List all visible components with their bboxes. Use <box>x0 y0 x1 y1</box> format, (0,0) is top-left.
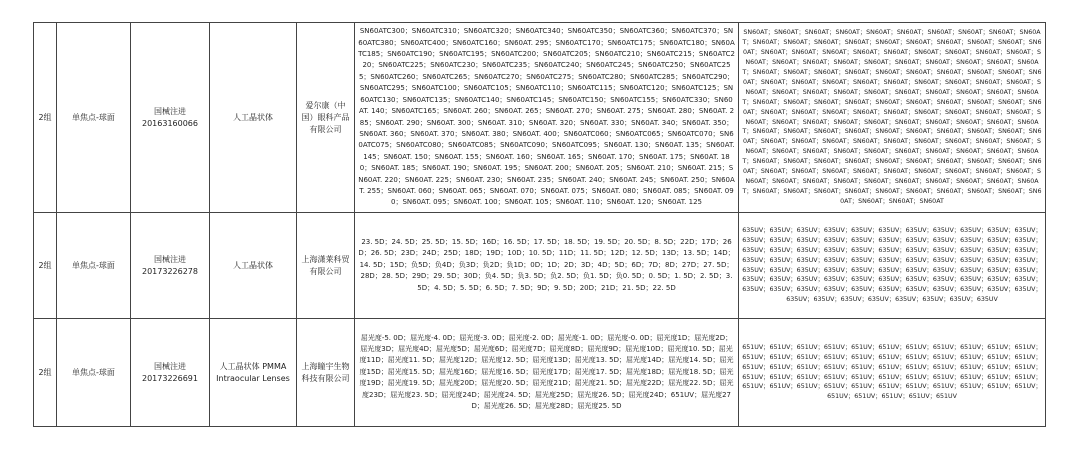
company-cell: 爱尔康（中国）眼科产品有限公司 <box>297 23 355 213</box>
table-row <box>34 213 1046 319</box>
device-table <box>33 22 1046 427</box>
product-name-cell: 人工晶状体 <box>210 23 297 213</box>
group-cell: 2组 <box>34 213 57 319</box>
specifications-cell: 屈光度-5. 0D；屈光度-4. 0D；屈光度-3. 0D；屈光度-2. 0D；屈光度-1. 0D；屈光度-0. 0D；屈光度1D；屈光度2D；屈光度3D；屈光度4D；屈光度5D；屈光度6D；屈光度7D；屈光度8D；屈光度9D；屈光度10D；屈光度10. 5D；屈光度11D；屈光度11. 5D；屈光度12D；屈光度12. 5D；屈光度13D；屈光度13. 5D；屈光度14D；屈光度14. 5D；屈光度15D；屈光度15. 5D；屈光度16D；屈光度16. 5D；屈光度17D；屈光度17. 5D；屈光度18D；屈光度18. 5D；屈光度19D；屈光度19. 5D；屈光度20D；屈光度20. 5D；屈光度21D；屈光度21. 5D；屈光度22D；屈光度22. 5D；屈光度23D；屈光度23. 5D；屈光度24D；屈光度24. 5D；屈光度25D；屈光度26. 5D；屈光度24D；651UV；屈光度27D；屈光度26. 5D；屈光度28D；屈光度25. 5D <box>355 319 739 427</box>
models-cell: 651UV；651UV；651UV；651UV；651UV；651UV；651UV；651UV；651UV；651UV；651UV；651UV；651UV；651UV；651UV；651UV；651UV；651UV；651UV；651UV；651UV；651UV；651UV；651UV；651UV；651UV；651UV；651UV；651UV；651UV；651UV；651UV；651UV；651UV；651UV；651UV；651UV；651UV；651UV；651UV；651UV；651UV；651UV；651UV；651UV；651UV；651UV；651UV；651UV；651UV；651UV；651UV；651UV；651UV；651UV；651UV；651UV；651UV；651UV；651UV <box>739 319 1046 427</box>
product-name-cell: 人工晶状体 PMMA Intraocular Lenses <box>210 319 297 427</box>
table-row <box>34 23 1046 213</box>
category-cell: 单焦点-球面 <box>57 213 131 319</box>
table-row <box>34 319 1046 427</box>
specifications-cell: 23. 5D；24. 5D；25. 5D；15. 5D；16D；16. 5D；17. 5D；18. 5D；19. 5D；20. 5D；8. 5D；22D；17D；26D；26. 5D；23D；24D；25D；18D；19D；10D；10. 5D；11D；11. 5D；12D；12. 5D；13D；13. 5D；14D；14. 5D；15D；负5D；负4D；负3D；负2D；负1D；0D；1D；2D；3D；4D；5D；6D；7D；8D；27D；27. 5D；28D；28. 5D；29D；29. 5D；30D；负4. 5D；负3. 5D；负2. 5D；负1. 5D；负0. 5D；0. 5D；1. 5D；2. 5D；3. 5D；4. 5D；5. 5D；6. 5D；7. 5D；9D；9. 5D；20D；21D；21. 5D；22. 5D <box>355 213 739 319</box>
product-name-cell: 人工晶状体 <box>210 213 297 319</box>
specifications-cell: SN60ATC300；SN60ATC310；SN60ATC320；SN60ATC340；SN60ATC350；SN60ATC360；SN60ATC370；SN60ATC380；SN60ATC400；SN60ATC160；SN60AT. 295；SN60ATC170；SN60ATC175；SN60ATC180；SN60ATC185；SN60ATC190；SN60ATC195；SN60ATC200；SN60ATC205；SN60ATC210；SN60ATC215；SN60ATC220；SN60ATC225；SN60ATC230；SN60ATC235；SN60ATC240；SN60ATC245；SN60ATC250；SN60ATC255；SN60ATC260；SN60ATC265；SN60ATC270；SN60ATC275；SN60ATC280；SN60ATC285；SN60ATC290；SN60ATC295；SN60ATC100；SN60ATC105；SN60ATC110；SN60ATC115；SN60ATC120；SN60ATC125；SN60ATC130；SN60ATC135；SN60ATC140；SN60ATC145；SN60ATC150；SN60ATC155；SN60ATC330；SN60AT. 140；SN60ATC165；SN60AT. 260；SN60AT. 265；SN60AT. 270；SN60AT. 275；SN60AT. 280；SN60AT. 285；SN60AT. 290；SN60AT. 300；SN60AT. 310；SN60AT. 320；SN60AT. 330；SN60AT. 340；SN60AT. 350；SN60AT. 360；SN60AT. 370；SN60AT. 380；SN60AT. 400；SN60ATC060；SN60ATC065；SN60ATC070；SN60ATC075；SN60ATC080；SN60ATC085；SN60ATC090；SN60ATC095；SN60AT. 130；SN60AT. 135；SN60AT. 145；SN60AT. 150；SN60AT. 155；SN60AT. 160；SN60AT. 165；SN60AT. 170；SN60AT. 175；SN60AT. 180；SN60AT. 185；SN60AT. 190；SN60AT. 195；SN60AT. 200；SN60AT. 205；SN60AT. 210；SN60AT. 215；SN60AT. 220；SN60AT. 225；SN60AT. 230；SN60AT. 235；SN60AT. 240；SN60AT. 245；SN60AT. 250；SN60AT. 255；SN60AT. 060；SN60AT. 065；SN60AT. 070；SN60AT. 075；SN60AT. 080；SN60AT. 085；SN60AT. 090；SN60AT. 095；SN60AT. 100；SN60AT. 105；SN60AT. 110；SN60AT. 120；SN60AT. 125 <box>355 23 739 213</box>
group-cell: 2组 <box>34 23 57 213</box>
category-cell: 单焦点-球面 <box>57 319 131 427</box>
company-cell: 上海瞳宇生物科技有限公司 <box>297 319 355 427</box>
registration-number-cell: 国械注进 20173226278 <box>131 213 210 319</box>
models-cell: 635UV；635UV；635UV；635UV；635UV；635UV；635UV；635UV；635UV；635UV；635UV；635UV；635UV；635UV；635UV；635UV；635UV；635UV；635UV；635UV；635UV；635UV；635UV；635UV；635UV；635UV；635UV；635UV；635UV；635UV；635UV；635UV；635UV；635UV；635UV；635UV；635UV；635UV；635UV；635UV；635UV；635UV；635UV；635UV；635UV；635UV；635UV；635UV；635UV；635UV；635UV；635UV；635UV；635UV；635UV；635UV；635UV；635UV；635UV；635UV；635UV；635UV；635UV；635UV；635UV；635UV；635UV；635UV；635UV；635UV；635UV；635UV；635UV；635UV；635UV；635UV；635UV；635UV；635UV；635UV；635UV；635UV；635UV；635UV；635UV <box>739 213 1046 319</box>
category-cell: 单焦点-球面 <box>57 23 131 213</box>
registration-number-cell: 国械注进 20163160066 <box>131 23 210 213</box>
group-cell: 2组 <box>34 319 57 427</box>
company-cell: 上海潇莱科贸有限公司 <box>297 213 355 319</box>
registration-number-cell: 国械注进 20173226691 <box>131 319 210 427</box>
models-cell: SN60AT；SN60AT；SN60AT；SN60AT；SN60AT；SN60AT；SN60AT；SN60AT；SN60AT；SN60AT；SN60AT；SN60AT；SN60AT；SN60AT；SN60AT；SN60AT；SN60AT；SN60AT；SN60AT；SN60AT；SN60AT；SN60AT；SN60AT；SN60AT；SN60AT；SN60AT；SN60AT；SN60AT；SN60AT；SN60AT；SN60AT；SN60AT；SN60AT；SN60AT；SN60AT；SN60AT；SN60AT；SN60AT；SN60AT；SN60AT；SN60AT；SN60AT；SN60AT；SN60AT；SN60AT；SN60AT；SN60AT；SN60AT；SN60AT；SN60AT；SN60AT；SN60AT；SN60AT；SN60AT；SN60AT；SN60AT；SN60AT；SN60AT；SN60AT；SN60AT；SN60AT；SN60AT；SN60AT；SN60AT；SN60AT；SN60AT；SN60AT；SN60AT；SN60AT；SN60AT；SN60AT；SN60AT；SN60AT；SN60AT；SN60AT；SN60AT；SN60AT；SN60AT；SN60AT；SN60AT；SN60AT；SN60AT；SN60AT；SN60AT；SN60AT；SN60AT；SN60AT；SN60AT；SN60AT；SN60AT；SN60AT；SN60AT；SN60AT；SN60AT；SN60AT；SN60AT；SN60AT；SN60AT；SN60AT；SN60AT；SN60AT；SN60AT；SN60AT；SN60AT；SN60AT；SN60AT；SN60AT；SN60AT；SN60AT；SN60AT；SN60AT；SN60AT；SN60AT；SN60AT；SN60AT；SN60AT；SN60AT；SN60AT；SN60AT；SN60AT；SN60AT；SN60AT；SN60AT；SN60AT；SN60AT；SN60AT；SN60AT；SN60AT；SN60AT；SN60AT；SN60AT；SN60AT；SN60AT；SN60AT；SN60AT；SN60AT；SN60AT；SN60AT；SN60AT；SN60AT；SN60AT；SN60AT；SN60AT；SN60AT；SN60AT；SN60AT；SN60AT；SN60AT；SN60AT；SN60AT；SN60AT；SN60AT；SN60AT；SN60AT；SN60AT；SN60AT；SN60AT；SN60AT；SN60AT；SN60AT；SN60AT；SN60AT；SN60AT；SN60AT；SN60AT；SN60AT；SN60AT；SN60AT <box>739 23 1046 213</box>
